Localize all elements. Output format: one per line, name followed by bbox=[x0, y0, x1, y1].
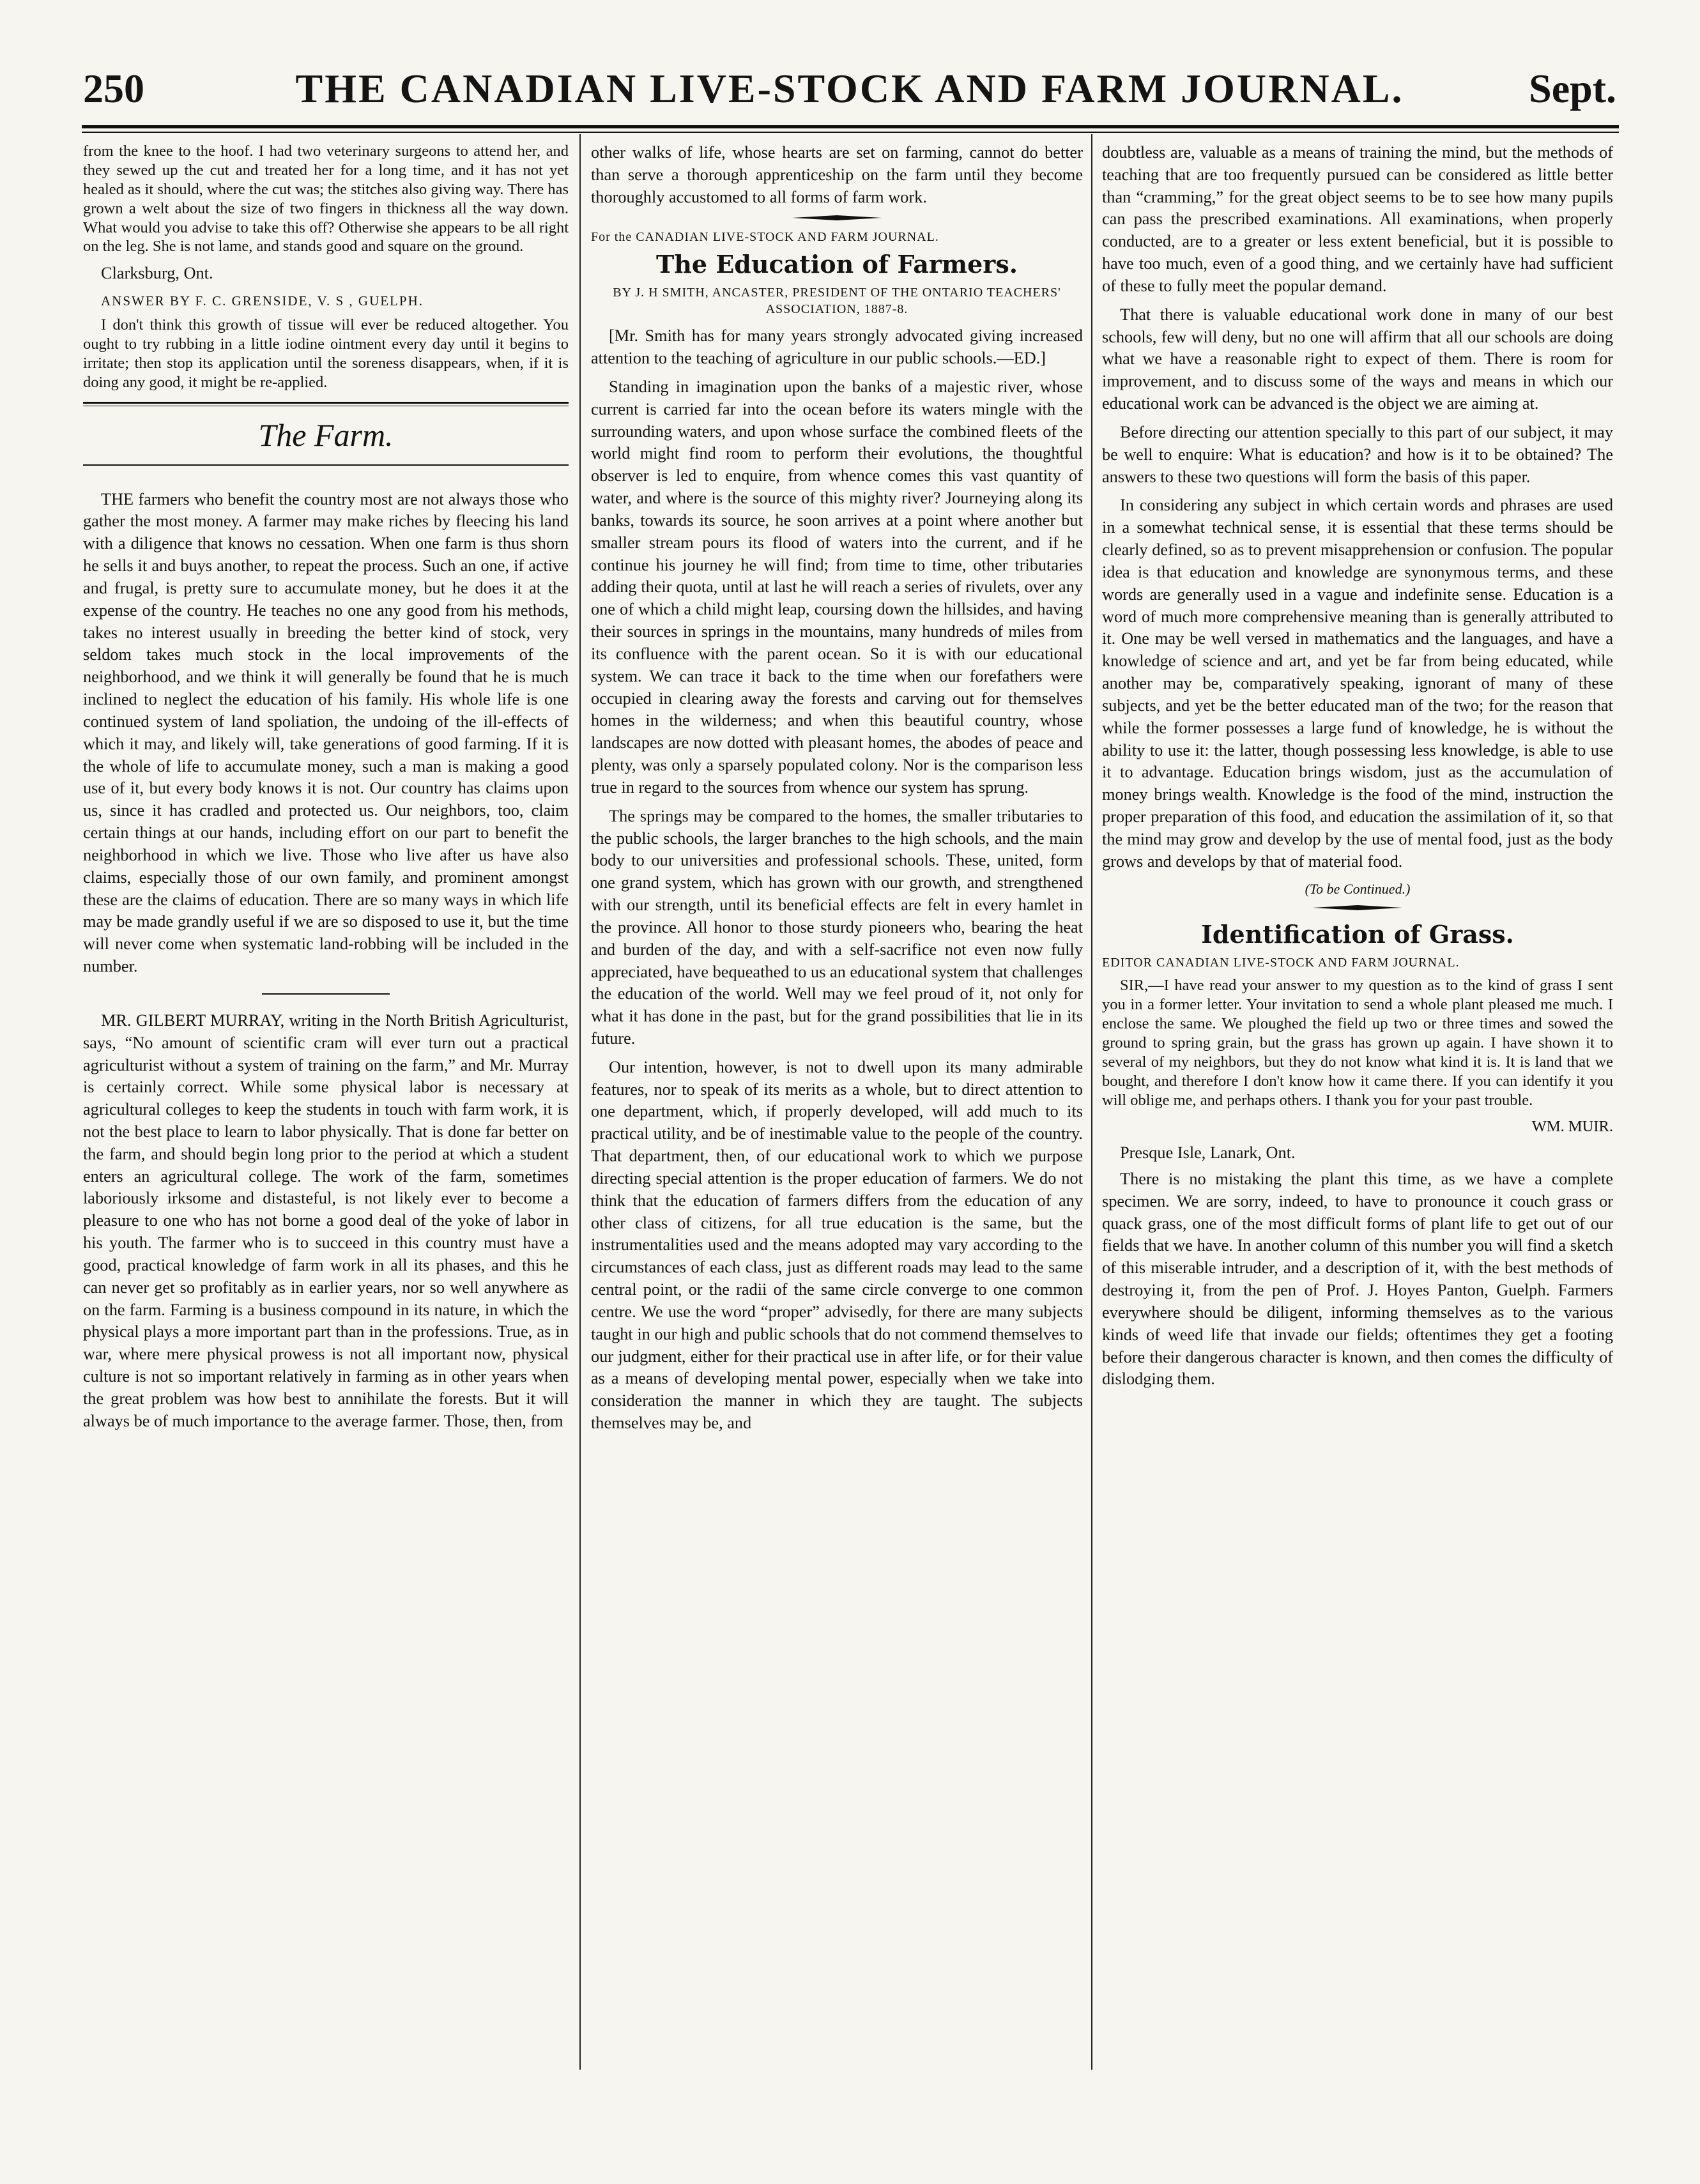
farm-paragraph-continued: other walks of life, whose hearts are set on farming, cannot do better than serve a thorough apprenticeship on the farm until they become thoroughly accustomed to all forms of farm work. bbox=[591, 143, 1083, 206]
column-2 bbox=[591, 142, 1083, 1441]
ornament-divider bbox=[1313, 905, 1402, 911]
section-rule-bottom bbox=[83, 464, 569, 466]
paragraph-divider bbox=[262, 993, 390, 995]
section-rule bbox=[83, 402, 569, 406]
vet-place: Clarksburg, Ont. bbox=[101, 264, 213, 283]
page-number: 250 bbox=[83, 66, 144, 111]
editor-salutation: EDITOR CANADIAN LIVE-STOCK AND FARM JOURNAL. bbox=[1102, 955, 1460, 970]
article-paragraph: That there is valuable educational work done in many of our best schools, few will deny, but no one will affirm that all our schools are doing what we have a reasonable right to expect of them. There is room for improvement, and to discuss some of the ways and means in which our educational work can be advanced is the object we are aiming at. bbox=[1102, 305, 1613, 413]
answer-heading: ANSWER BY F. C. GRENSIDE, V. S , GUELPH. bbox=[101, 293, 424, 309]
article-paragraph: Before directing our attention specially to this part of our subject, it may be well to enquire: What is education? and how is it to be obtained? The answers to these two questions will form the basis of this paper. bbox=[1102, 422, 1613, 486]
editor-note: [Mr. Smith has for many years strongly advocated giving increased attention to the teaching of agriculture in our public schools.—ED.] bbox=[591, 326, 1083, 368]
header-rule bbox=[82, 125, 1619, 133]
issue-month: Sept. bbox=[1529, 66, 1616, 111]
column-divider bbox=[1091, 134, 1092, 2070]
farm-paragraph: THE farmers who benefit the country most are not always those who gather the most money. A farmer may make riches by fleecing his land with a diligence that knows no cessation. When one farm is thus shorn he sells it and buys another, to repeat the process. Such an one, if active and frugal, is pretty sure to accumulate money, but he does it at the expense of the country. He teaches no one any good from his methods, takes no interest usually in breeding the better kind of stock, very seldom takes much stock in the local improvements of the neighborhood, and we think it will generally be found that he is much inclined to neglect the education of his family. His whole life is one continued system of land spoliation, the undoing of the ill-effects of which it may, and likely will, take generations of good farming. If it is the whole of life to accumulate money, such a man is making a good use of it, but every body knows it is not. Our country has claims upon us, since it has cradled and protected us. Our neighbors, too, claim certain things at our hands, including effort on our part to benefit the neighborhood in which we live. Those who live after us have also claims, especially those of our own family, and prominent amongst these are the claims of education. There are so many ways in which life may be made grandly useful if we are so disposed to use it, but the time will never come when systematic land-robbing will be included in the number. bbox=[83, 489, 569, 976]
article-paragraph: doubtless are, valuable as a means of training the mind, but the methods of teaching that are too frequently pursued can be considered as little better than “cramming,” for the great object seems to be to see how many pupils can pass the prescribed examinations. All examinations, when properly conducted, are to a greater or less extent beneficial, but it is possible to have too much, even of a good thing, and we certainly have had sufficient of these to fully meet the popular demand. bbox=[1102, 143, 1613, 295]
page-header bbox=[83, 59, 1616, 129]
for-journal-line: For the CANADIAN LIVE-STOCK AND FARM JOURNAL. bbox=[591, 230, 939, 245]
section-title: The Farm. bbox=[258, 417, 394, 454]
vet-query: from the knee to the hoof. I had two veterinary surgeons to attend her, and they sewed up the cut and treated her for a long time, and it has not yet healed as it should, where the cut was; the stitches also giving way. There has grown a welt about the size of two fingers in thickness all the way down. What would you advise to take this off? Otherwise she appears to be all right on the leg. She is not lame, and stands good and square on the ground. bbox=[83, 142, 569, 256]
article-paragraph: In considering any subject in which certain words and phrases are used in a somewhat technical sense, it is essential that these terms should be clearly defined, so as to prevent misapprehension or confusion. The popular idea is that education and knowledge are synonymous terms, and these words are generally used in a vague and indefinite sense. Education is a word of much more comprehensive meaning than is generally attributed to it. One may be well versed in mathematics and the languages, and have a knowledge of science and art, and yet be far from being educated, while another may be, comparatively speaking, ignorant of many of these subjects, and yet be the better educated man of the two; for the reason that while the former possesses a large fund of knowledge, he is without the ability to use it: the latter, though possessing less knowledge, is able to use it to advantage. Education brings wisdom, just as the accumulation of money brings wealth. Knowledge is the food of the mind, instruction the proper preparation of this food, and education the assimilation of it, so that the mind may grow and develop by the use of mental food, just as the body grows and develops by that of material food. bbox=[1102, 496, 1613, 871]
column-divider bbox=[579, 134, 581, 2070]
column-3 bbox=[1102, 142, 1613, 1397]
editor-reply: There is no mistaking the plant this time, as we have a complete specimen. We are sorry, indeed, to have to pronounce it couch grass or quack grass, one of the most difficult forms of plant life to get out of our fields that we have. In another column of this number you will find a sketch of this miserable intruder, and a description of it, with the best methods of destroying it, from the pen of Prof. J. Hoyes Panton, Guelph. Farmers everywhere should be diligent, informing themselves as to the various kinds of weed life that invade our fields; oftentimes they get a footing before their dangerous character is known, and then comes the difficulty of dislodging them. bbox=[1102, 1169, 1613, 1389]
article-paragraph: Our intention, however, is not to dwell upon its many admirable features, nor to speak of its merits as a whole, but to direct attention to one department, which, if properly developed, will add much to its practical utility, and be of inestimable value to the people of the country. That department, then, of our educational work to which we purpose directing special attention is the proper education of farmers. We do not think that the education of farmers differs from the education of any other class of citizens, for all true education is the same, but the instrumentalities used and the means adopted may vary according to the circumstances of each class, just as different roads may lead to the same central point, or the radii of the same circle converge to one common centre. We use the word “proper” advisedly, for there are many subjects taught in our high and public schools that do not commend themselves to our judgment, either for their practical use in after life, or for their value as a means of developing mental power, especially when we take into consideration the manner in which they are taught. The subjects themselves may be, and bbox=[591, 1057, 1083, 1433]
article-paragraph: The springs may be compared to the homes, the smaller tributaries to the public schools, the larger branches to the high schools, and the main body to our universities and professional schools. These, united, form one grand system, which has grown with our growth, and strengthened with our strength, until its beneficial effects are felt in every hamlet in the province. All honor to those sturdy pioneers who, bearing the heat and burden of the day, and with a self-sacrifice not even now fully appreciated, have bequeathed to us an educational system that challenges the education of the world. Well may we feel proud of it, not only for what it has done in the past, but for the grand possibilities that lie in its future. bbox=[591, 806, 1083, 1048]
column-1 bbox=[83, 142, 569, 1439]
farm-paragraph: MR. GILBERT MURRAY, writing in the North British Agriculturist, says, “No amount of scientific cram will ever turn out a practical agriculturist without a system of training on the farm,” and Mr. Murray is certainly correct. While some physical labor is necessary at agricultural colleges to keep the students in touch with farm work, it is not the best place to learn to labor physically. That is done far better on the farm, and should begin long prior to the period at which a student enters an agricultural college. The work of the farm, sometimes laboriously irksome and distasteful, is not likely ever to become a pleasure to one who has not borne a good deal of the yoke of labor in his youth. The farmer who is to succeed in this country must have a good, practical knowledge of farm work in all its phases, and this he can never get so profitably as in earlier years, nor so well anywhere as on the farm. Farming is a business compound in its nature, in which the physical plays a more important part than in the professions. True, as in war, where mere physical prowess is not all important now, physical culture is not so important relatively in farming as in other years when the great problem was how best to annihilate the forests. But it will always be of much importance to the average farmer. Those, then, from bbox=[83, 1011, 569, 1430]
article-byline: BY J. H SMITH, ANCASTER, PRESIDENT OF THE ONTARIO TEACHERS' ASSOCIATION, 1887-8. bbox=[613, 286, 1061, 317]
journal-title: THE CANADIAN LIVE-STOCK AND FARM JOURNAL. bbox=[295, 66, 1404, 111]
letter-place: Presque Isle, Lanark, Ont. bbox=[1120, 1143, 1296, 1163]
answer-text: I don't think this growth of tissue will ever be reduced altogether. You ought to try rubbing in a little iodine ointment every day until it begins to irritate; then stop its application until the soreness disappears, when, if it is doing any good, it might be re-applied. bbox=[83, 316, 569, 391]
ornament-divider bbox=[792, 215, 882, 221]
article-title: The Education of Farmers. bbox=[656, 249, 1018, 279]
letter-signature: WM. MUIR. bbox=[1531, 1117, 1613, 1135]
article-paragraph: Standing in imagination upon the banks of a majestic river, whose current is carried far into the ocean before its waters mingle with the surrounding waters, and upon whose surface the combined fleets of the world might find room to perform their evolutions, the thoughtful observer is led to enquire, from whence comes this vast quantity of water, and where is the source of this mighty river? Journeying along its banks, towards its source, he soon arrives at a point where another but smaller stream pours its flood of waters into the current, and if he continue his journey he will find; from time to time, other tributaries adding their quota, until at last he will reach a series of rivulets, over any one of which a child might leap, coursing down the hillsides, and having their sources in springs in the mountains, many hundreds of miles from its confluence with the parent ocean. So it is with our educational system. We can trace it back to the time when our forefathers were occupied in clearing away the forests and carving out for themselves homes in the wilderness; and when this beautiful country, whose landscapes are now dotted with pleasant homes, the abodes of peace and plenty, was only a sparsely populated colony. Nor is the comparison less true in regard to the sources from whence our system has sprung. bbox=[591, 377, 1083, 797]
to-be-continued: (To be Continued.) bbox=[1305, 880, 1411, 897]
reader-letter: SIR,—I have read your answer to my question as to the kind of grass I sent you in a former letter. Your invitation to send a whole plant pleased me much. I enclose the same. We ploughed the field up two or three times and sowed the ground to spring grain, but the grass has grown up again. I have shown it to several of my neighbors, but they do not know what kind it is. It is land that we bought, and therefore I don't know how it came there. If you can identify it you will oblige me, and perhaps others. I thank you for your past trouble. bbox=[1102, 977, 1613, 1109]
grass-article-title: Identification of Grass. bbox=[1201, 919, 1514, 949]
